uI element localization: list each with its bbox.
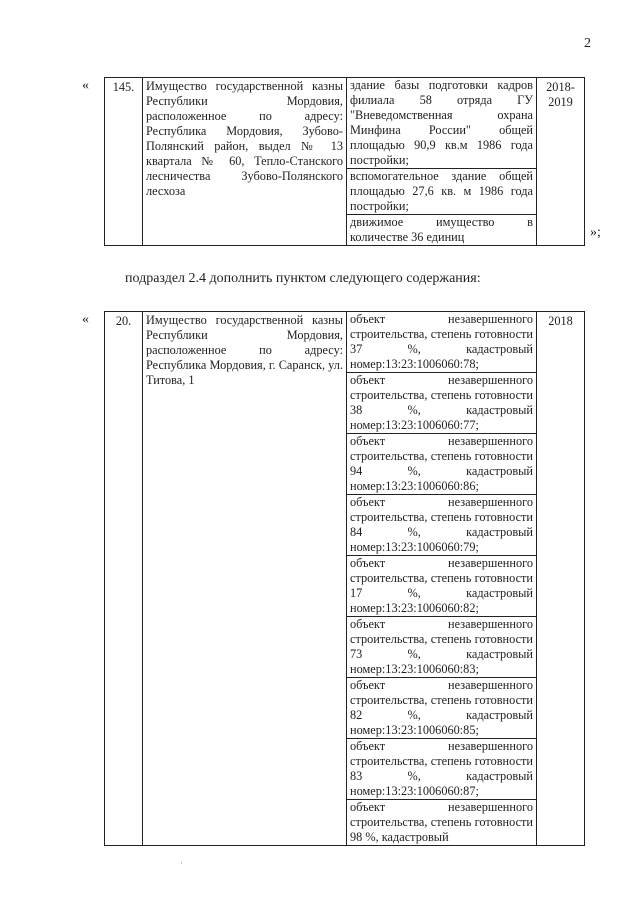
property-table-continuation <box>104 77 585 246</box>
composition-item: объект незавершенного строительства, степень готовности 83 %, кадастровый номер:13:23:1006060:87; <box>347 739 536 800</box>
page-number: 2 <box>584 36 591 51</box>
composition-item: объект незавершенного строительства, степень готовности 38 %, кадастровый номер:13:23:1006060:77; <box>347 373 536 434</box>
composition-item: вспомогательное здание общей площадью 27,6 кв. м 1986 года постройки; <box>347 169 536 215</box>
composition-item: движимое имущество в количестве 36 единиц <box>350 215 533 244</box>
property-composition-cell <box>347 312 537 846</box>
closing-quote-mark: »; <box>590 225 601 240</box>
property-name-cell: Имущество государственной казны Республики Мордовия, расположенное по адресу: Республика Мордовия, Зубово-Полянский район, выдел № 13 квартала № 60, Тепло-Станского лесничества Зубово-Полянского лесхоза <box>143 78 347 246</box>
opening-quote-mark-2: « <box>82 312 89 327</box>
row-number-cell: 20. <box>105 312 143 846</box>
composition-item: объект незавершенного строительства, степень готовности 94 %, кадастровый номер:13:23:1006060:86; <box>347 434 536 495</box>
property-table-new-item <box>104 311 585 846</box>
composition-item: объект незавершенного строительства, степень готовности 82 %, кадастровый номер:13:23:1006060:85; <box>347 678 536 739</box>
row-number-cell: 145. <box>105 78 143 246</box>
composition-item: объект незавершенного строительства, степень готовности 84 %, кадастровый номер:13:23:1006060:79; <box>347 495 536 556</box>
composition-item: объект незавершенного строительства, степень готовности 37 %, кадастровый номер:13:23:1006060:78; <box>347 312 536 373</box>
amendment-heading: подраздел 2.4 дополнить пунктом следующего содержания: <box>125 271 481 286</box>
privatization-period-cell: 2018-2019 <box>537 78 585 246</box>
scan-speck: · <box>180 858 183 868</box>
composition-item: объект незавершенного строительства, степень готовности 17 %, кадастровый номер:13:23:1006060:82; <box>347 556 536 617</box>
property-name-cell: Имущество государственной казны Республики Мордовия, расположенное по адресу: Республика Мордовия, г. Саранск, ул. Титова, 1 <box>143 312 347 846</box>
opening-quote-mark: « <box>82 78 89 93</box>
composition-item: здание базы подготовки кадров филиала 58 отряда ГУ "Вневедомственная охрана Минфина России" общей площадью 90,9 кв.м 1986 года постройки; <box>347 78 536 169</box>
privatization-period-cell: 2018 <box>537 312 585 846</box>
property-composition-cell <box>347 78 537 246</box>
composition-item: объект незавершенного строительства, степень готовности 73 %, кадастровый номер:13:23:1006060:83; <box>347 617 536 678</box>
table-row <box>105 312 585 846</box>
table-row <box>105 78 585 246</box>
composition-item: объект незавершенного строительства, степень готовности 98 %, кадастровый <box>350 800 533 844</box>
